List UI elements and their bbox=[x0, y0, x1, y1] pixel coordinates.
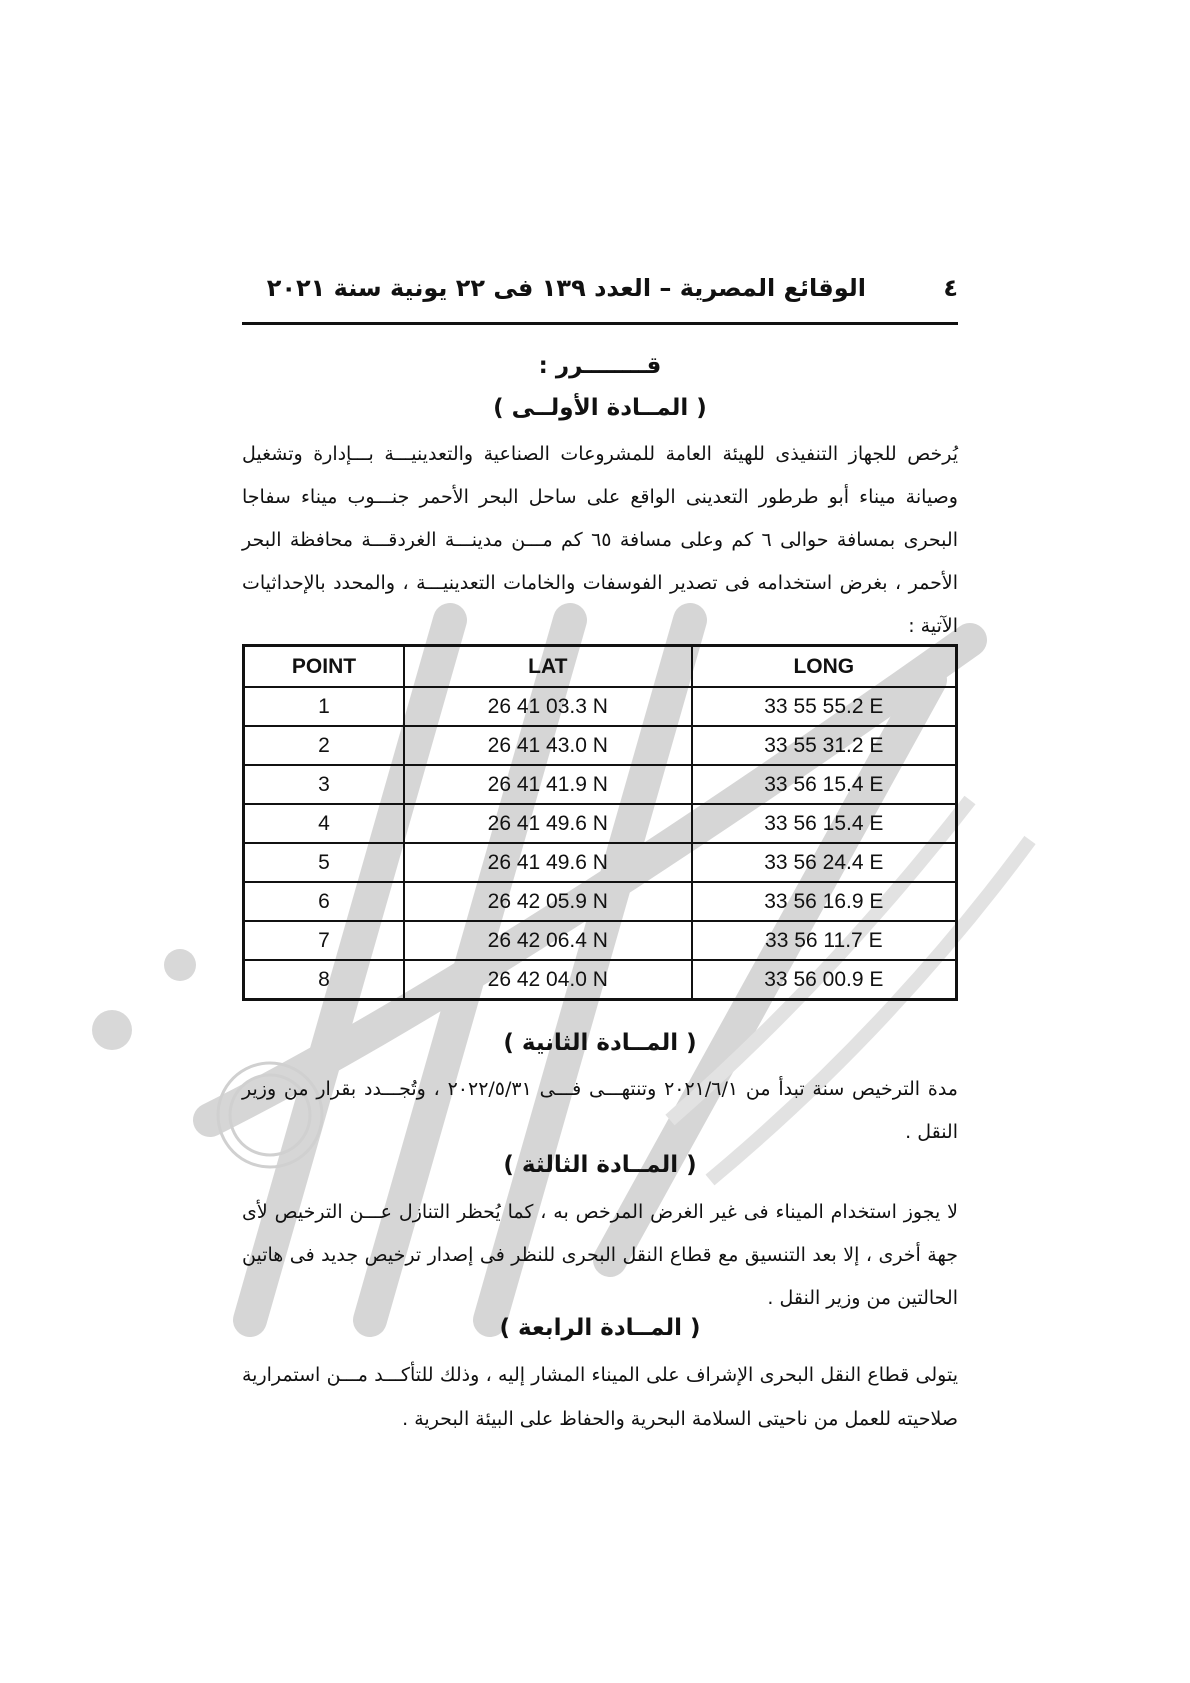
issue-title: الوقائع المصرية – العدد ١٣٩ فى ٢٢ يونية سنة ٢٠٢١ bbox=[266, 274, 866, 302]
point-cell: 5 bbox=[244, 843, 404, 882]
decision-heading: قــــــــرر : bbox=[538, 353, 662, 379]
table-row bbox=[244, 843, 957, 882]
point-cell: 3 bbox=[244, 765, 404, 804]
table-row bbox=[244, 726, 957, 765]
table-row bbox=[244, 804, 957, 843]
point-cell: 4 bbox=[244, 804, 404, 843]
long-cell: 33 56 00.9 E bbox=[692, 960, 957, 1000]
header-point: POINT bbox=[244, 646, 404, 688]
point-cell: 6 bbox=[244, 882, 404, 921]
header-long: LONG bbox=[692, 646, 957, 688]
table-row bbox=[244, 765, 957, 804]
long-cell: 33 55 31.2 E bbox=[692, 726, 957, 765]
article2-text: مدة الترخيص سنة تبدأ من ٢٠٢١/٦/١ وتنتهـــى فـــى ٢٠٢٢/٥/٣١ ، وتُجـــدد بقرار من وزير النقل . bbox=[242, 1078, 958, 1143]
header-lat: LAT bbox=[404, 646, 692, 688]
long-cell: 33 56 16.9 E bbox=[692, 882, 957, 921]
lat-cell: 26 41 49.6 N bbox=[404, 843, 692, 882]
long-cell: 33 56 15.4 E bbox=[692, 804, 957, 843]
point-cell: 2 bbox=[244, 726, 404, 765]
long-cell: 33 56 11.7 E bbox=[692, 921, 957, 960]
lat-cell: 26 41 41.9 N bbox=[404, 765, 692, 804]
table-row bbox=[244, 882, 957, 921]
article1-heading: ( المــادة الأولــى ) bbox=[493, 395, 707, 421]
article2-heading: ( المــادة الثانية ) bbox=[503, 1030, 697, 1056]
article3-text: لا يجوز استخدام الميناء فى غير الغرض المرخص به ، كما يُحظر التنازل عـــن الترخيص لأى جهة أخرى ، إلا بعد التنسيق مع قطاع النقل البحرى للنظر فى إصدار ترخيص جديد فى هاتين الحالتين من وزير النقل . bbox=[242, 1201, 958, 1309]
point-cell: 1 bbox=[244, 687, 404, 726]
article4-heading: ( المــادة الرابعة ) bbox=[499, 1315, 701, 1341]
table-row bbox=[244, 687, 957, 726]
table-header-row bbox=[244, 646, 957, 688]
long-cell: 33 56 24.4 E bbox=[692, 843, 957, 882]
lat-cell: 26 41 43.0 N bbox=[404, 726, 692, 765]
lat-cell: 26 41 49.6 N bbox=[404, 804, 692, 843]
page-header bbox=[242, 270, 958, 322]
table-row bbox=[244, 921, 957, 960]
long-cell: 33 55 55.2 E bbox=[692, 687, 957, 726]
article1-text: يُرخص للجهاز التنفيذى للهيئة العامة للمشروعات الصناعية والتعدينيـــة بـــإدارة وتشغيل وصيانة ميناء أبو طرطور التعدينى الواقع على ساحل البحر الأحمر جنـــوب ميناء سفاجا البحرى بمسافة حوالى ٦ كم وعلى مسافة ٦٥ كم مـــن مدينـــة الغردقـــة محافظة البحر الأحمر ، بغرض استخدامه فى تصدير الفوسفات والخامات التعدينيـــة ، والمحدد بالإحداثيات الآتية : bbox=[242, 443, 958, 637]
long-cell: 33 56 15.4 E bbox=[692, 765, 957, 804]
article3-heading: ( المــادة الثالثة ) bbox=[503, 1152, 697, 1178]
coordinates-table bbox=[242, 644, 958, 1001]
lat-cell: 26 42 05.9 N bbox=[404, 882, 692, 921]
lat-cell: 26 42 06.4 N bbox=[404, 921, 692, 960]
article4-text: يتولى قطاع النقل البحرى الإشراف على الميناء المشار إليه ، وذلك للتأكـــد مـــن استمرارية صلاحيته للعمل من ناحيتى السلامة البحرية والحفاظ على البيئة البحرية . bbox=[242, 1364, 958, 1430]
lat-cell: 26 41 03.3 N bbox=[404, 687, 692, 726]
page-number: ٤ bbox=[943, 274, 958, 302]
point-cell: 7 bbox=[244, 921, 404, 960]
point-cell: 8 bbox=[244, 960, 404, 1000]
header-divider bbox=[242, 322, 958, 325]
lat-cell: 26 42 04.0 N bbox=[404, 960, 692, 1000]
table-row bbox=[244, 960, 957, 1000]
